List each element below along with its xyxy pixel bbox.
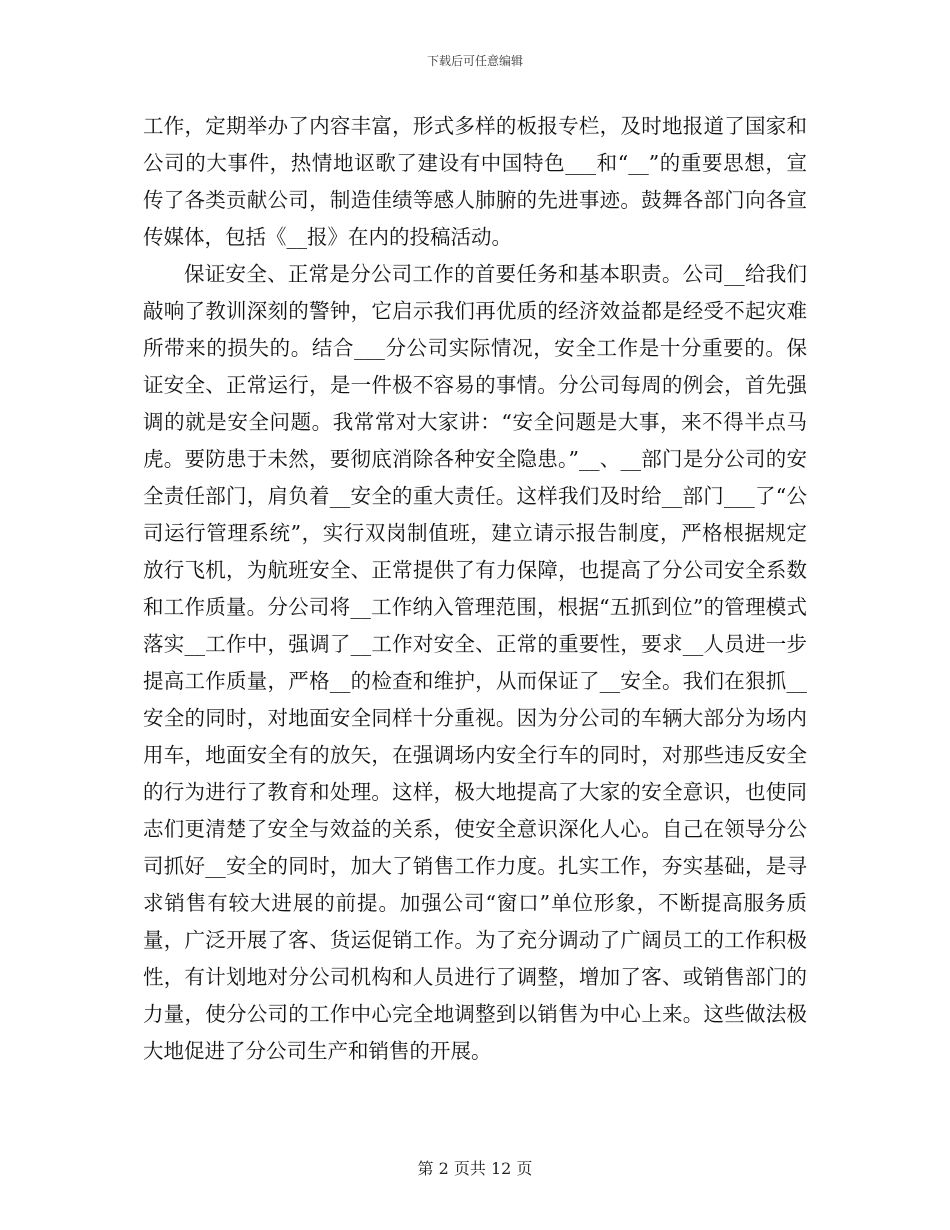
- page-number-footer: 第 2 页共 12 页: [417, 1159, 533, 1178]
- document-body: [143, 108, 807, 1070]
- paragraph-safety: 保证安全、正常是分公司工作的首要任务和基本职责。公司__给我们敲响了教训深刻的警钟，它启示我们再优质的经济效益都是经受不起灾难所带来的损失的。结合___分公司实际情况，安全工作是十分重要的。保证安全、正常运行，是一件极不容易的事情。分公司每周的例会，首先强调的就是安全问题。我常常对大家讲：“安全问题是大事，来不得半点马虎。要防患于未然，要彻底消除各种安全隐患。”__、__部门是分公司的安全责任部门，肩负着__安全的重大责任。这样我们及时给__部门___了“公司运行管理系统”，实行双岗制值班，建立请示报告制度，严格根据规定放行飞机，为航班安全、正常提供了有力保障，也提高了分公司安全系数和工作质量。分公司将__工作纳入管理范围，根据“五抓到位”的管理模式落实__工作中，强调了__工作对安全、正常的重要性，要求__人员进一步提高工作质量，严格__的检查和维护，从而保证了__安全。我们在狠抓__安全的同时，对地面安全同样十分重视。因为分公司的车辆大部分为场内用车，地面安全有的放矢，在强调场内安全行车的同时，对那些违反安全的行为进行了教育和处理。这样，极大地提高了大家的安全意识，也使同志们更清楚了安全与效益的关系，使安全意识深化人心。自己在领导分公司抓好__安全的同时，加大了销售工作力度。扎实工作，夯实基础，是寻求销售有较大进展的前提。加强公司“窗口”单位形象，不断提高服务质量，广泛开展了客、货运促销工作。为了充分调动了广阔员工的工作积极性，有计划地对分公司机构和人员进行了调整，增加了客、或销售部门的力量，使分公司的工作中心完全地调整到以销售为中心上来。这些做法极大地促进了分公司生产和销售的开展。: [143, 262, 807, 1063]
- page-header-note: 下载后可任意编辑: [426, 54, 523, 68]
- paragraph-continued: 工作，定期举办了内容丰富，形式多样的板报专栏，及时地报道了国家和公司的大事件，热情地讴歌了建设有中国特色___和“__”的重要思想，宣传了各类贡献公司，制造佳绩等感人肺腑的先进事迹。鼓舞各部门向各宣传媒体，包括《__报》在内的投稿活动。: [143, 114, 807, 249]
